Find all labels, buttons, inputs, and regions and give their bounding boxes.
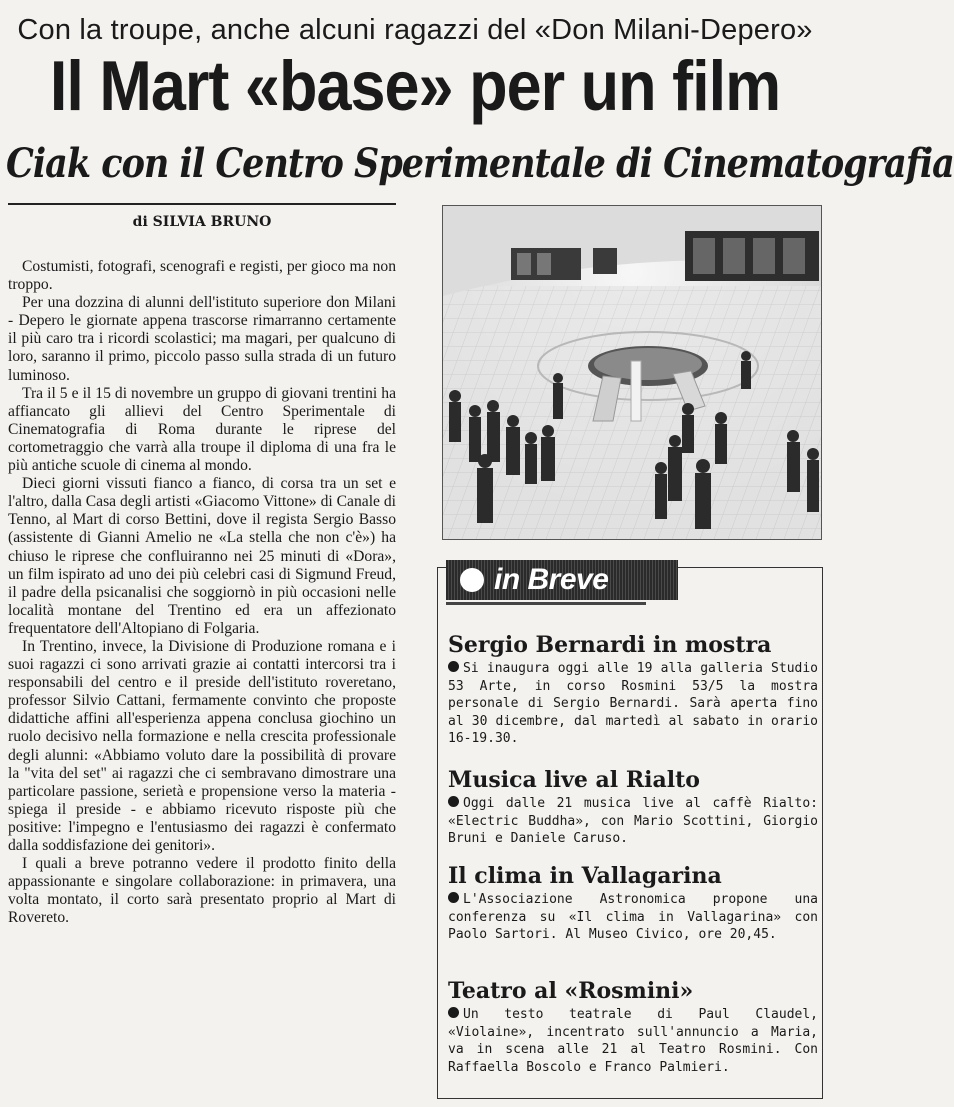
brief-body (448, 660, 818, 748)
bullet-icon (448, 1007, 459, 1018)
brief-body-text: Oggi dalle 21 musica live al caffè Rialto: «Electric Buddha», con Mario Scottini, Giorgio Bruni e Daniele Caruso. (448, 796, 818, 847)
article-paragraph: Tra il 5 e il 15 di novembre un gruppo di giovani trentini ha affiancato gli allievi del Centro Sperimentale di Cinematografia di Roma durante le riprese del cortometraggio che varrà alla troupe il diploma di una fra le più antiche scuole di cinema al mondo. (8, 384, 396, 475)
article-paragraph: Per una dozzina di alunni dell'istituto superiore don Milani - Depero le giornate appena trascorse rimarranno certamente il più caro tra i ricordi scolastici; ma magari, per qualcuno di loro, saranno il primo, piccolo passo sulla strada di un futuro luminoso. (8, 294, 396, 384)
bullet-icon (460, 568, 484, 592)
bullet-icon (448, 661, 459, 672)
brief-title: Il clima in Vallagarina (448, 863, 722, 889)
brief-title: Musica live al Rialto (448, 767, 700, 793)
brief-body (448, 891, 818, 944)
brief-title: Sergio Bernardi in mostra (448, 632, 772, 658)
brief-item (448, 632, 818, 748)
brief-body (448, 1006, 818, 1076)
byline-rule (8, 203, 396, 205)
article-paragraph: Costumisti, fotografi, scenografi e registi, per gioco ma non troppo. (8, 258, 396, 294)
news-photo (442, 205, 822, 540)
in-breve-box (437, 563, 823, 1099)
subheadline: Ciak con il Centro Sperimentale di Cinematografia (6, 140, 954, 188)
brief-item (448, 978, 818, 1076)
brief-body-text: L'Associazione Astronomica propone una conferenza su «Il clima in Vallagarina» con Paolo Sartori. Al Museo Civico, ore 20,45. (448, 892, 818, 943)
kicker: Con la troupe, anche alcuni ragazzi del «Don Milani-Depero» (17, 14, 813, 46)
article-paragraph: I quali a breve potranno vedere il prodotto finito della appassionante e singolare collaborazione: in primavera, una volta montato, il corto sarà presentato proprio al Mart di Rovereto. (8, 855, 396, 927)
brief-body-text: Si inaugura oggi alle 19 alla galleria Studio 53 Arte, in corso Rosmini 53/5 la mostra personale di Sergio Bernardi. Sarà aperta fino al 30 dicembre, dal martedì al sabato in orario 16-19.30. (448, 661, 818, 747)
bullet-icon (448, 892, 459, 903)
atrium-photo-illustration (443, 206, 821, 539)
brief-item (448, 767, 818, 848)
brief-item (448, 863, 818, 944)
brief-body (448, 795, 818, 848)
brief-title: Teatro al «Rosmini» (448, 978, 694, 1004)
article-paragraph: Dieci giorni vissuti fianco a fianco, di corsa tra un set e l'altro, dalla Casa degli artisti «Giacomo Vittone» di Canale di Tenno, al Mart di corso Bettini, dove il regista Sergio Basso (assistente di Gianni Amelio ne «La stella che non c'è») ha chiuso le riprese che confluiranno nei 25 minuti di «Dora», un film ispirato ad uno dei più celebri casi di Sigmund Freud, il padre della psicanalisi che soggiornò in più occasioni nelle località montane del Trentino ed era un affezionato frequentatore dell'Altopiano di Folgaria. (8, 475, 396, 637)
brief-body-text: Un testo teatrale di Paul Claudel, «Violaine», incentrato sull'annuncio a Maria, va in scena alle 21 al Teatro Rosmini. Con Raffaella Boscolo e Franco Palmieri. (448, 1007, 818, 1075)
article-paragraph: In Trentino, invece, la Divisione di Produzione romana e i suoi ragazzi ci sono arrivati grazie ai contatti intercorsi tra i responsabili del centro e il preside dell'istituto roveretano, professor Silvio Cattani, fermamente convinto che proposte didattiche affini all'esperienza appena conclusa giochino un ruolo decisivo nella formazione e nella crescita professionale degli alunni: «Abbiamo voluto dare la possibilità di provare la "vita del set" ai ragazzi che ci sembravano dimostrare una particolare passione, serietà e propensione verso la materia - spiega il preside - e abbiamo ricevuto risposte più che positive: l'impegno e l'entusiasmo dei ragazzi è confermato dalla soddisfazione dei genitori». (8, 637, 396, 854)
in-breve-banner (446, 560, 678, 600)
bullet-icon (448, 796, 459, 807)
in-breve-label: in Breve (494, 563, 609, 596)
banner-underline (446, 602, 646, 605)
article-body (8, 258, 396, 927)
headline: Il Mart «base» per un film (49, 47, 781, 126)
byline: di SILVIA BRUNO (132, 214, 272, 230)
